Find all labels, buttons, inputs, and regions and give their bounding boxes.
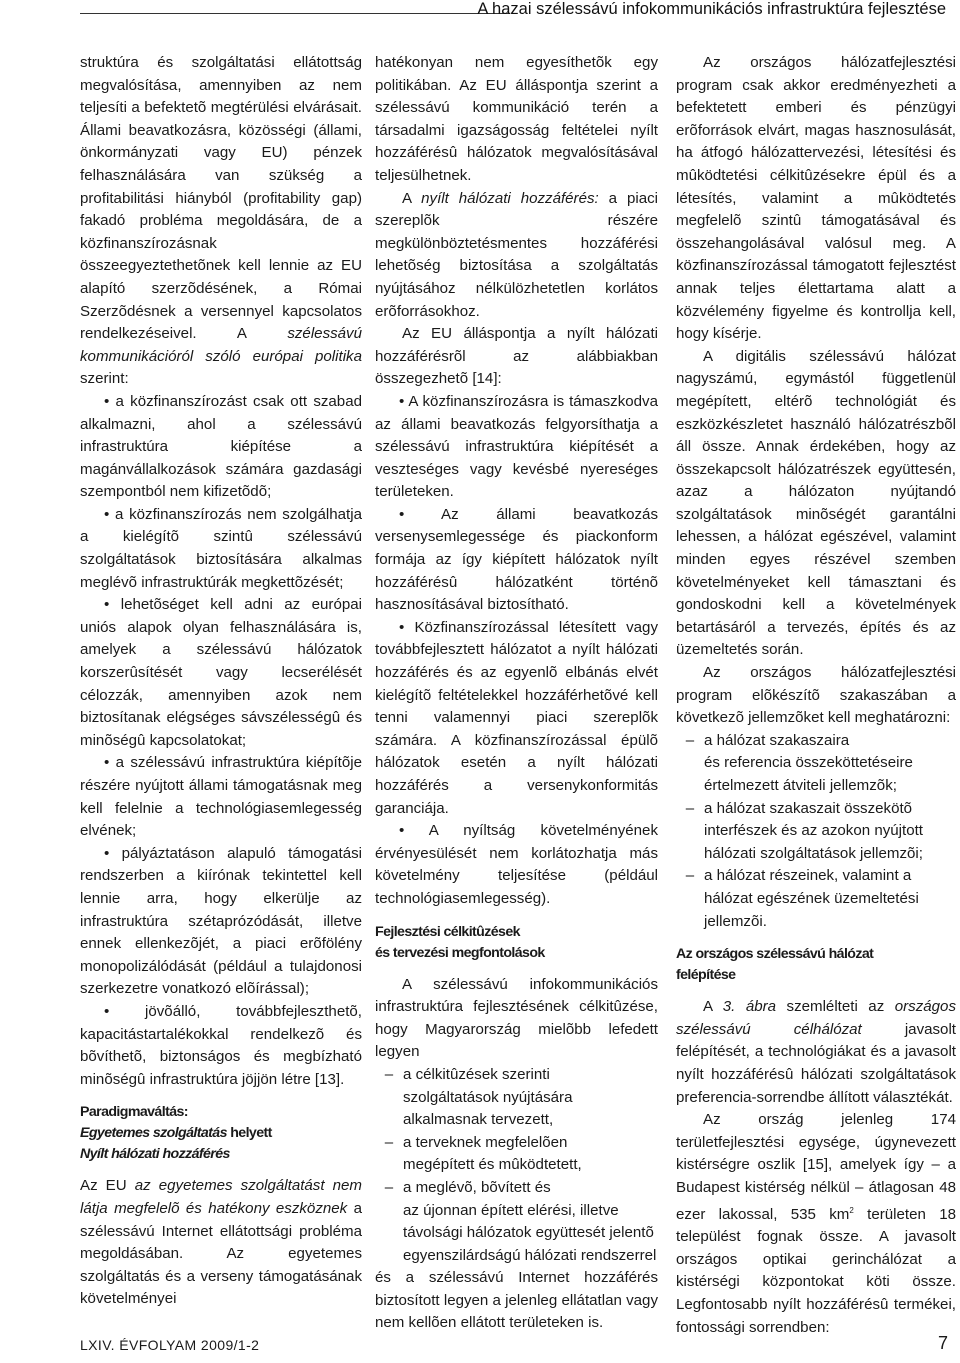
dash-item: – a hálózat szakaszaira [685,731,850,749]
page-number: 7 [937,1333,948,1353]
dash-item-continuation: az újonnan épített elérési, illetve távolsági hálózatok együttesét jelentõ egyenszilárdságú hálózati rendszerrel [403,1201,657,1264]
column-2 [375,52,658,1335]
paragraph: hatékonyan nem egyesíthetõk egy politikában. Az EU álláspontja szerint a szélessávú kommunikáció terén a társadalmi igazságosság feltételei nyílt hozzáférésû hálózatok megvalósításával teljesülhetnek. [375,54,658,184]
paragraph: A nyílt hálózati hozzáférés: a piaci szereplõk részére megkülönböztetésmentes hozzáférési lehetõség biztosítása a szolgáltatás nyújtásához nélkülözhetetlen korlátos erõforrásokhoz. [375,189,659,320]
paragraph: Az országos hálózatfejlesztési program elõkészítõ szakaszában a következõ jellemzõket kell meghatározni: [676,664,956,727]
bullet-item: • pályáztatáson alapuló támogatási rendszerben a kiírónak tekintettel kell lennie arra, hogy elkerülje az infrastruktúra szétaprózódását, illetve ennek ellenkezõjét, a piaci erõfölény monopolizálódását (például a tulajdonosi szerkezetre vonatkozó elõírással); [80,844,362,998]
bullet-item: • a közfinanszírozás nem szolgálhatja a kielégítõ szintû szélessávú szolgáltatások biztosítására alkalmas meglévõ infrastruktúrák megkettõzését; [80,505,362,591]
dash-item: – a hálózat szakaszait összekötõ [685,799,913,817]
paragraph: struktúra és szolgáltatási ellátottság megvalósítása, amennyiben az nem teljesíti a befektetõ megtérülési elvárásait. Állami beavatkozásra, közösségi (állami, önkormányzati vagy EU) pénzek felhasználására van szükség a profitabilitási hiányból (profitability gap) fakadó probléma megoldására, de a közfinanszírozásnak összeegyeztethetõnek kell lennie az EU alapító szerzõdésének, a Római Szerzõdésnek a versennyel kapcsolatos rendelkezéseivel. A szélessávú kommunikációról szóló európai politika szerint: [80,54,362,388]
dash-item: – a hálózat részeinek, valamint a [685,867,912,885]
paragraph: Az EU álláspontja a nyílt hálózati hozzáférésrõl az alábbiakban összegezhetõ [14]: [375,325,658,388]
column-3 [676,52,956,1339]
bullet-item: • lehetõséget kell adni az európai uniós alapok olyan felhasználására is, amelyek a szélessávú hálózatok korszerûsítését vagy lecserélését célozzák, amennyiben azok nem biztosítanak elégséges sávszélességû és minõségû kapcsolatokat; [80,596,362,749]
paragraph: A digitális szélessávú hálózat nagyszámú, egymástól függetlenül megépített, eltérõ technológiát és eszközkészletet használó hálózatrészbõl áll össze. Annak érdekében, hogy az összekapcsolt hálózatrészek együttesén, azaz a hálózaton nyújtandó szolgáltatások minõségét garantálni lehessen, a hálózat egészével, valamint minden egyes részével szemben követelményeket kell támasztani és gondoskodni kell a követelmények betartásáról a tervezés, építés és az üzemeltetés során. [676,347,956,659]
bullet-item: • Közfinanszírozással létesített vagy továbbfejlesztett hálózatot a nyílt hálózati hozzáférés és az egyenlõ elbánás elvét kielégítõ feltételekkel hozzáférhetõvé kell tenni valamennyi piaci szereplõk számára. A közfinanszírozással épülõ hálózatok esetén a nyílt hálózati hozzáférés a versenykonformitás garanciája. [375,618,658,817]
section-heading-goals: Fejlesztési célkitûzések és tervezési megfontolások [375,923,545,961]
dash-item: – a meglévõ, bõvített és [384,1178,551,1196]
bullet-item: • a közfinanszírozást csak ott szabad alkalmazni, ahol a szélessávú infrastruktúra kiépítése a magánvállalkozások számára gazdasági szempontból nem kifizetõdõ; [80,392,362,501]
dash-item: – a célkitûzések szerinti [384,1065,550,1083]
bullet-item: • A közfinanszírozásra is támaszkodva az állami beavatkozás felgyorsíthatja a szélessávú infrastruktúra kiépítését a veszteséges vagy kevésbé nyereséges területeken. [375,392,658,501]
dash-item-continuation: és referencia összeköttetéseire értelmezett átviteli jellemzõk; [704,754,913,794]
bullet-item: • A nyíltság követelményének érvényesülését nem korlátozhatja más követelmény teljesítése (például technológiasemlegesség). [375,822,658,907]
column-1 [80,52,362,1311]
header-rule [80,13,510,14]
bullet-item: • a szélessávú infrastruktúra kiépítõje részére nyújtott állami támogatásnak meg kell felelnie a technológiasemlegesség elvének; [80,754,362,840]
paragraph: A 3. ábra szemlélteti az országos szélessávú célhálózat javasolt felépítését, a technológiákat és a javasolt nyílt hozzáférésû hálózati szolgáltatások preferencia-sorrendbe állított választékát. [676,998,957,1106]
footer-issue: LXIV. ÉVFOLYAM 2009/1-2 [80,1337,260,1353]
bullet-item: • jövõálló, továbbfejleszthetõ, kapacitástartalékokkal rendelkezõ és bõvíthetõ, biztonságos és megbízható minõségû infrastruktúra jöjjön létre [13]. [80,1002,362,1088]
dash-item-continuation: interfészek és az azokon nyújtott hálózati szolgáltatások jellemzõi; [704,822,923,862]
header-title: A hazai szélessávú infokommunikációs infrastruktúra fejlesztése [477,0,946,18]
paragraph: Az országos hálózatfejlesztési program csak akkor eredményezheti a befektetett emberi és pénzügyi erõforrások elvárt, magas hasznosulását, ha átfogó hálózattervezési, létesítési és mûködtetési célkitûzésekre épül és a létesítés, valamint a mûködtetés megfelelõ szintû támogatásával és összehangolásával valósul meg. A közfinanszírozással támogatott fejlesztést annak teljes élettartama alatt a közvélemény figyelme és kontrollja kell, hogy kísérje. [676,54,956,343]
paragraph: A szélessávú infokommunikációs infrastruktúra fejlesztésének célkitûzése, hogy Magyarország mielõbb lefedett legyen [375,975,658,1061]
dash-item-continuation: szolgáltatások nyújtására alkalmasnak tervezett, [403,1088,573,1129]
paragraph: Az EU az egyetemes szolgáltatást nem látja megfelelõ és hatékony eszköznek a szélessávú Internet ellátottsági probléma megoldásában. Az egyetemes szolgáltatás és a verseny támogatásának követelményei [80,1177,363,1308]
section-heading-structure: Az országos szélessávú hálózat felépítése [676,946,874,984]
dash-item-continuation: hálózat egészének üzemeltetési jellemzõi. [704,889,919,930]
dash-item: – a terveknek megfelelõen [384,1133,568,1151]
section-heading-paradigm: Paradigmaváltás: Egyetemes szolgáltatás helyett Nyílt hálózati hozzáférés [80,1104,272,1163]
paragraph: Az ország jelenleg 174 területfejlesztési egysége, úgynevezett kistérségre oszlik [15], amelyek így – a Budapest kistérség nélkül – átlagosan 48 ezer lakossal, 535 $km^2$ területen 18 települést fognak össze. A javasolt országos optikai gerinchálózat a kistérségi központokat köti össze. Legfontosabb nyílt hozzáférésû termékei, fontossági sorrendben: [676,1111,956,1336]
bullet-item: • Az állami beavatkozás versenysemlegessége és piackonform formája az így kiépített hálózatok nyílt hozzáférésû hálózatként történõ hasznosításával biztosítható. [375,505,658,614]
running-header [0,0,960,30]
paragraph: és a szélessávú Internet hozzáférés biztosított legyen a jelenleg ellátatlan vagy nem kellõen ellátott területeken is. [375,1269,658,1332]
dash-item-continuation: megépített és mûködtetett, [403,1156,582,1174]
